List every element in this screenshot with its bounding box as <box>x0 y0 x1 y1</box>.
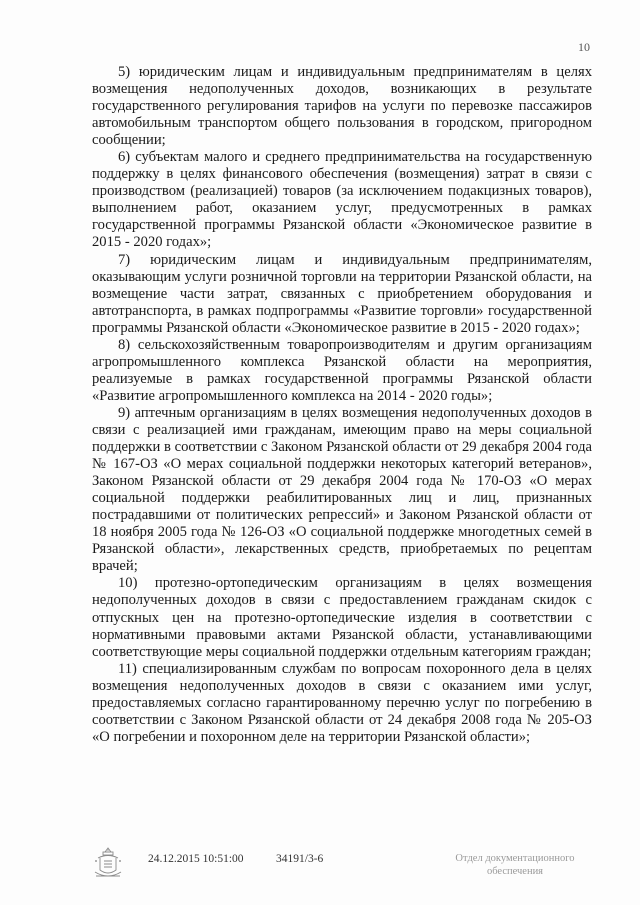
department-stamp: Отдел документационного обеспечения <box>455 853 575 877</box>
paragraph-item-11: 11) специализированным службам по вопросам похоронного дела в целях возмещения недополученных доходов в связи с оказанием ими услуг, предоставляемых согласно гарантированному перечню услуг по погребению в соответствии с Законом Рязанской области от 24 декабря 2008 года № 205-ОЗ «О погребении и похоронном деле на территории Рязанской области»; <box>92 660 592 745</box>
paragraph-item-7: 7) юридическим лицам и индивидуальным предпринимателям, оказывающим услуги розничной торговли на территории Рязанской области, на возмещение части затрат, связанных с приобретением оборудования и автотранспорта, в рамках подпрограммы «Развитие торговли» государственной программы Рязанской области «Экономическое развитие в 2015 - 2020 годах»; <box>92 251 592 336</box>
paragraph-item-8: 8) сельскохозяйственным товаропроизводителям и другим организациям агропромышленного комплекса Рязанской области на мероприятия, реализуемые в рамках государственной программы Рязанской области «Развитие агропромышленного комплекса на 2014 - 2020 годы»; <box>92 336 592 404</box>
page-number: 10 <box>578 40 590 54</box>
paragraph-item-5: 5) юридическим лицам и индивидуальным предпринимателям в целях возмещения недополученных доходов, возникающих в результате государственного регулирования тарифов на услуги по перевозке пассажиров автомобильным транспортом общего пользования в городском, пригородном сообщении; <box>92 64 592 149</box>
paragraph-item-9: 9) аптечным организациям в целях возмещения недополученных доходов в связи с реализацией ими гражданам, имеющим право на меры социальной поддержки в соответствии с Законом Рязанской области от 29 декабря 2004 года № 167-ОЗ «О мерах социальной поддержки некоторых категорий ветеранов», Законом Рязанской области от 29 декабря 2004 года № 170-ОЗ «О мерах социальной поддержки реабилитированных лиц и лиц, признанных пострадавшими от политических репрессий» и Законом Рязанской области от 18 ноября 2005 года № 126-ОЗ «О социальной поддержке многодетных семей в Рязанской области», лекарственных средств, приобретаемых по рецептам врачей; <box>92 404 592 575</box>
coat-of-arms-icon <box>90 846 126 880</box>
registration-number: 34191/3-6 <box>276 853 324 865</box>
paragraph-item-6: 6) субъектам малого и среднего предпринимательства на государственную поддержку в целях финансового обеспечения (возмещения) затрат в связи с производством (реализацией) товаров (за исключением подакцизных товаров), выполнением работ, оказанием услуг, предусмотренных в рамках государственной программы Рязанской области «Экономическое развитие в 2015 - 2020 годах»; <box>92 149 592 251</box>
registration-datetime: 24.12.2015 10:51:00 <box>148 853 244 865</box>
document-body <box>92 64 592 746</box>
paragraph-item-10: 10) протезно-ортопедическим организациям в целях возмещения недополученных доходов в связи с предоставлением гражданам скидок с отпускных цен на протезно-ортопедические изделия в соответствии с нормативными правовыми актами Рязанской области, устанавливающими соответствующие меры социальной поддержки отдельным категориям граждан; <box>92 575 592 660</box>
